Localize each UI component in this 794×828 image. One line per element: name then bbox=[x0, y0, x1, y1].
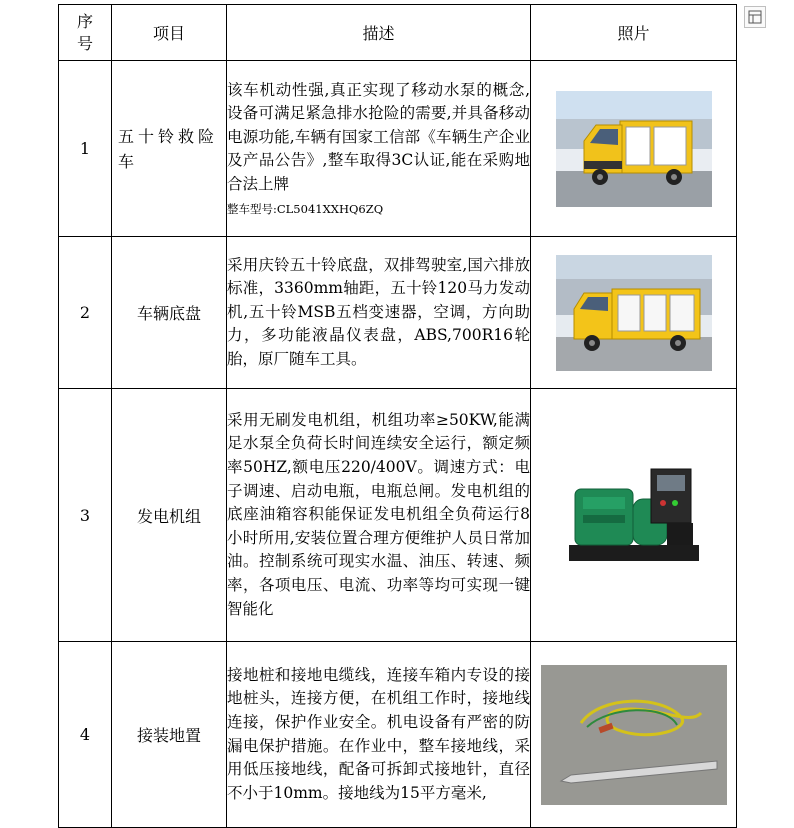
row-item: 接装地置 bbox=[112, 642, 227, 828]
row-description bbox=[227, 61, 531, 237]
row-description: 采用庆铃五十铃底盘，双排驾驶室,国六排放标准，3360mm轴距，五十铃120马力发动机,五十铃MSB五档变速器，空调，方向助力，多功能液晶仪表盘，ABS,700R16轮胎，原厂随车工具。 bbox=[227, 237, 531, 389]
ground-rod-icon bbox=[541, 665, 727, 805]
header-index: 序号 bbox=[59, 5, 112, 61]
row-description: 采用无刷发电机组，机组功率≥50KW,能满足水泵全负荷长时间连续安全运行，额定频率50HZ,额电压220/400V。调速方式：电子调速、启动电瓶，电瓶总闸。发电机组的底座油箱容积能保证发电机组全负荷运行8小时所用,安装位置合理方便维护人员日常加油。控制系统可现实水温、油压、转速、频率，各项电压、电流、功率等均可实现一键智能化 bbox=[227, 389, 531, 642]
row-photo bbox=[531, 642, 737, 828]
yellow-truck-side-icon bbox=[556, 255, 712, 371]
table-row bbox=[59, 61, 737, 237]
row-item: 车辆底盘 bbox=[112, 237, 227, 389]
grid-icon bbox=[748, 10, 762, 24]
page-layout-icon[interactable] bbox=[744, 6, 766, 28]
generator-icon bbox=[561, 459, 707, 571]
row-index: 1 bbox=[59, 61, 112, 237]
table-row bbox=[59, 642, 737, 828]
row-description: 接地桩和接地电缆线，连接车箱内专设的接地桩头，连接方便，在机组工作时，接地线连接，保护作业安全。机电设备有严密的防漏电保护措施。在作业中，整车接地线，采用低压接地线，配备可拆卸式接地针，直径不小于10mm。接地线为15平方毫米, bbox=[227, 642, 531, 828]
description-text: 该车机动性强,真正实现了移动水泵的概念,设备可满足紧急排水抢险的需要,并具备移动电源功能,车辆有国家工信部《车辆生产企业及产品公告》,整车取得3C认证,能在采购地合法上牌 bbox=[227, 80, 530, 193]
table-row bbox=[59, 389, 737, 642]
row-index: 4 bbox=[59, 642, 112, 828]
yellow-truck-icon bbox=[556, 91, 712, 207]
row-index: 3 bbox=[59, 389, 112, 642]
row-item: 五十铃救险车 bbox=[112, 61, 227, 237]
header-photo: 照片 bbox=[531, 5, 737, 61]
row-photo bbox=[531, 389, 737, 642]
table-header-row bbox=[59, 5, 737, 61]
row-photo bbox=[531, 237, 737, 389]
row-item: 发电机组 bbox=[112, 389, 227, 642]
model-number: 整车型号:CL5041XXHQ6ZQ bbox=[227, 202, 384, 217]
header-item: 项目 bbox=[112, 5, 227, 61]
table-row bbox=[59, 237, 737, 389]
row-index: 2 bbox=[59, 237, 112, 389]
row-photo bbox=[531, 61, 737, 237]
header-description: 描述 bbox=[227, 5, 531, 61]
equipment-spec-table bbox=[58, 4, 737, 828]
